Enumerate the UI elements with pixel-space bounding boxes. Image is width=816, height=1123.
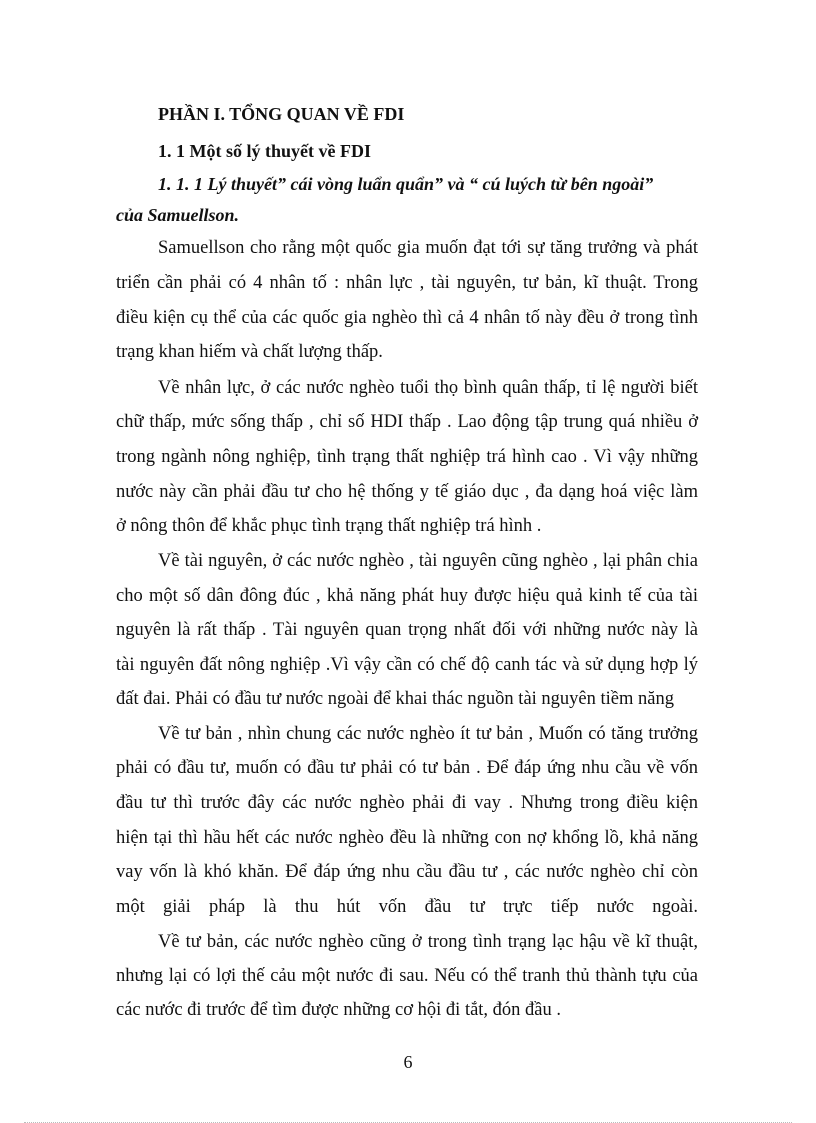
body-line: nhưng lại có lợi thế cảu một nước đi sau. Nếu có thể tranh thủ thành tựu của (116, 966, 698, 986)
body-line: điều kiện cụ thể của các quốc gia nghèo thì cả 4 nhân tố này đều ở trong tình (116, 308, 698, 328)
body-line: triển cần phải có 4 nhân tố : nhân lực , tài nguyên, tư bản, kĩ thuật. Trong (116, 273, 698, 293)
body-line: cho một số dân đông đúc , khả năng phát huy được hiệu quả kinh tế của tài (116, 586, 698, 606)
body-line: nguyên là rất thấp . Tài nguyên quan trọng nhất đối với những nước này là (116, 620, 698, 640)
body-line: Samuellson cho rằng một quốc gia muốn đạt tới sự tăng trưởng và phát (158, 238, 698, 258)
subsection-heading: 1. 1 Một số lý thuyết về FDI (158, 141, 371, 161)
body-line: trong ngành nông nghiệp, tình trạng thất nghiệp trá hình cao . Vì vậy những (116, 447, 698, 467)
body-line: phải có đầu tư, muốn có đầu tư phải có tư bản . Để đáp ứng nhu cầu về vốn (116, 758, 698, 778)
body-line: Về tư bản, các nước nghèo cũng ở trong tình trạng lạc hậu về kĩ thuật, (158, 932, 698, 952)
page-number: 6 (403, 1052, 413, 1072)
body-line: tài nguyên đất nông nghiệp .Vì vậy cần có chế độ canh tác và sử dụng hợp lý (116, 655, 698, 675)
body-line: đầu tư thì trước đây các nước nghèo phải đi vay . Nhưng trong điều kiện (116, 793, 698, 813)
body-line: trạng khan hiếm và chất lượng thấp. (116, 342, 383, 362)
subsubsection-heading: 1. 1. 1 Lý thuyết” cái vòng luẩn quẩn” và “ cú luých từ bên ngoài” (158, 174, 654, 194)
body-line: ở nông thôn để khắc phục tình trạng thất nghiệp trá hình . (116, 516, 542, 536)
body-line: Về tài nguyên, ở các nước nghèo , tài nguyên cũng nghèo , lại phân chia (158, 551, 698, 571)
subsubsection-heading-cont: của Samuellson. (116, 205, 240, 225)
body-line: vay vốn là khó khăn. Để đáp ứng nhu cầu đầu tư , các nước nghèo chỉ còn (116, 862, 698, 882)
body-line: Về nhân lực, ở các nước nghèo tuổi thọ bình quân thấp, tỉ lệ người biết (158, 378, 698, 398)
body-line: chữ thấp, mức sống thấp , chỉ số HDI thấp . Lao động tập trung quá nhiều ở (116, 412, 698, 432)
body-line: một giải pháp là thu hút vốn đầu tư trực tiếp nước ngoài. (116, 897, 698, 917)
body-line: nước này cần phải đầu tư cho hệ thống y tế giáo dục , đa dạng hoá việc làm (116, 482, 698, 502)
body-line: Về tư bản , nhìn chung các nước nghèo ít tư bản , Muốn có tăng trưởng (158, 724, 698, 744)
body-line: hiện tại thì hầu hết các nước nghèo đều là những con nợ khổng lồ, khả năng (116, 828, 698, 848)
body-line: đất đai. Phải có đầu tư nước ngoài để khai thác nguồn tài nguyên tiềm năng (116, 689, 674, 709)
body-line: các nước đi trước để tìm được những cơ hội đi tắt, đón đầu . (116, 1000, 562, 1020)
section-heading: PHẦN I. TỔNG QUAN VỀ FDI (158, 104, 405, 124)
